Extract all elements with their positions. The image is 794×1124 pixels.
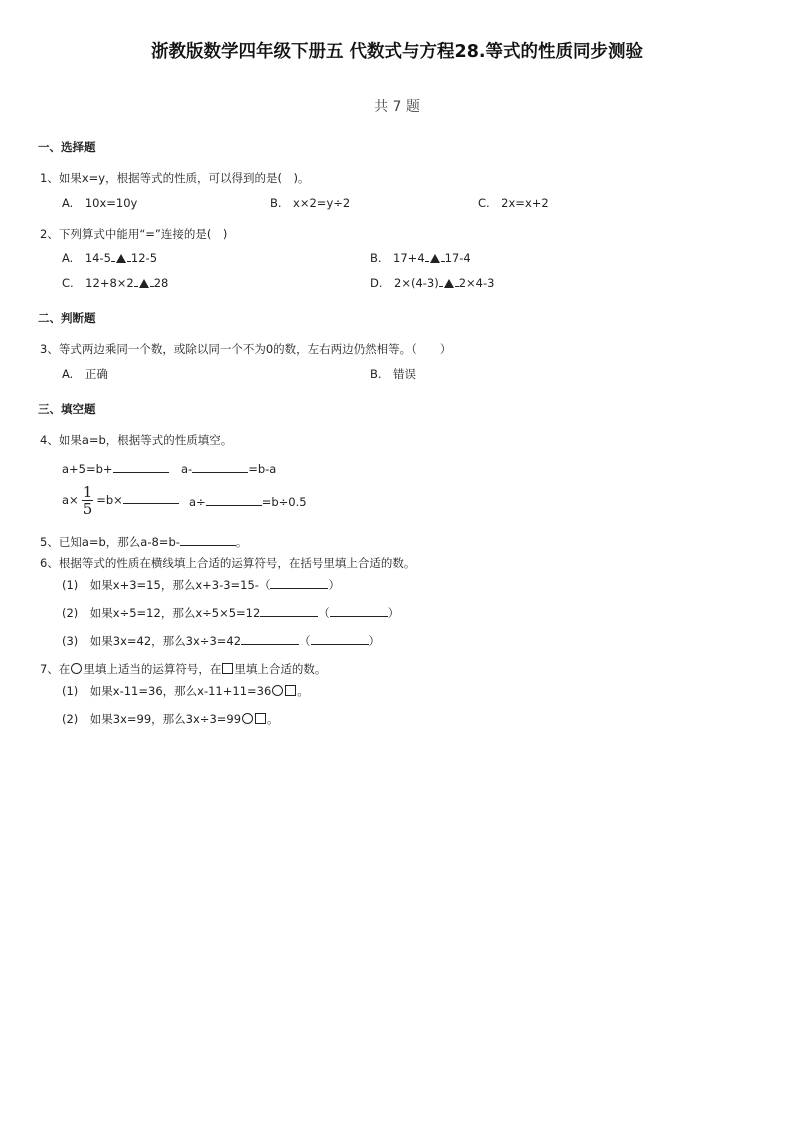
expr-a-divide: a÷ xyxy=(189,495,206,509)
question-6-part-1 xyxy=(62,577,340,593)
q7-middle: 里填上适当的运算符号，在 xyxy=(83,662,222,676)
question-4-line-2-left xyxy=(62,485,179,516)
fraction-denominator: 5 xyxy=(82,500,93,518)
answer-blank[interactable] xyxy=(192,461,248,473)
expr-b-divide-half: =b÷0.5 xyxy=(261,495,307,509)
answer-blank[interactable] xyxy=(330,605,388,617)
part-3-text: (3) 如果3x=42，那么3x÷3=42 xyxy=(62,634,242,648)
answer-blank[interactable] xyxy=(206,494,262,506)
option-a-left: A. 14-5 xyxy=(62,251,111,265)
close-paren: ） xyxy=(387,606,400,620)
question-7-text xyxy=(40,661,326,677)
section-heading-judgement: 二、判断题 xyxy=(38,311,96,325)
square-answer-box[interactable] xyxy=(255,713,266,724)
q7-suffix: 里填上合适的数。 xyxy=(234,662,327,676)
triangle-icon xyxy=(139,279,149,288)
expr-a-minus: a- xyxy=(181,462,193,476)
question-3-option-b[interactable]: B. 错误 xyxy=(370,367,417,381)
page-title: 浙教版数学四年级下册五 代数式与方程28.等式的性质同步测验 xyxy=(150,42,644,62)
close-paren: ） xyxy=(368,634,381,648)
operator-blank[interactable] xyxy=(241,633,299,645)
square-icon xyxy=(222,663,233,674)
circle-icon xyxy=(71,663,82,674)
question-2-option-d[interactable] xyxy=(370,275,494,291)
question-4-line-2-right xyxy=(189,494,307,509)
question-2-text: 2、下列算式中能用“=”连接的是( ) xyxy=(40,227,228,241)
open-paren: （ xyxy=(299,634,311,648)
section-heading-choice: 一、选择题 xyxy=(38,140,96,154)
question-5-end: 。 xyxy=(235,535,248,549)
question-1-text: 1、如果x=y，根据等式的性质，可以得到的是( )。 xyxy=(40,171,310,185)
option-a-right: 12-5 xyxy=(130,251,158,265)
answer-blank[interactable] xyxy=(180,534,236,546)
question-5-text: 5、已知a=b，那么a-8=b- xyxy=(40,535,180,549)
section-heading-fill-blank: 三、填空题 xyxy=(38,402,96,416)
expr-a-times: a× xyxy=(62,493,79,507)
option-c-left: C. 12+8×2 xyxy=(62,276,134,290)
question-4-line-1-right xyxy=(181,461,276,476)
square-answer-box[interactable] xyxy=(285,685,296,696)
answer-blank[interactable] xyxy=(270,577,328,589)
triangle-icon xyxy=(444,279,454,288)
question-count: 共 7 题 xyxy=(374,99,420,115)
answer-blank[interactable] xyxy=(113,461,169,473)
expr-a-plus-5: a+5=b+ xyxy=(62,462,113,476)
fraction-numerator: 1 xyxy=(82,483,93,501)
option-b-left: B. 17+4 xyxy=(370,251,425,265)
circle-answer-box[interactable] xyxy=(242,713,253,724)
part-1-text: (1) 如果x+3=15，那么x+3-3=15-（ xyxy=(62,578,271,592)
question-3-text: 3、等式两边乘同一个数，或除以同一个不为0的数，左右两边仍然相等。（ ） xyxy=(40,342,452,356)
open-paren: （ xyxy=(318,606,330,620)
question-1-option-c[interactable]: C. 2x=x+2 xyxy=(478,196,549,210)
q7-prefix: 7、在 xyxy=(40,662,71,676)
question-4-text: 4、如果a=b，根据等式的性质填空。 xyxy=(40,433,233,447)
question-2-option-c[interactable] xyxy=(62,275,168,291)
option-b-right: 17-4 xyxy=(444,251,471,265)
triangle-icon xyxy=(116,254,126,263)
operator-blank[interactable] xyxy=(260,605,318,617)
part-2-text: (2) 如果3x=99，那么3x÷3=99 xyxy=(62,712,242,726)
answer-blank[interactable] xyxy=(123,492,179,504)
option-d-right: 2×4-3 xyxy=(458,276,495,290)
question-1-option-a[interactable]: A. 10x=10y xyxy=(62,196,138,210)
part-2-text: (2) 如果x÷5=12，那么x÷5×5=12 xyxy=(62,606,261,620)
fraction-one-fifth xyxy=(82,485,94,516)
option-c-right: 28 xyxy=(153,276,169,290)
question-2-option-a[interactable] xyxy=(62,250,157,266)
circle-answer-box[interactable] xyxy=(272,685,283,696)
expr-b-times: =b× xyxy=(96,493,123,507)
question-6-text: 6、根据等式的性质在横线填上合适的运算符号，在括号里填上合适的数。 xyxy=(40,556,416,570)
question-7-part-1 xyxy=(62,683,309,699)
period: 。 xyxy=(267,712,279,726)
question-1-option-b[interactable]: B. x×2=y÷2 xyxy=(270,196,351,210)
period: 。 xyxy=(297,684,309,698)
option-d-left: D. 2×(4-3) xyxy=(370,276,439,290)
expr-b-minus-a: =b-a xyxy=(248,462,277,476)
question-7-part-2 xyxy=(62,711,279,727)
answer-blank[interactable] xyxy=(311,633,369,645)
close-paren: ） xyxy=(328,578,340,592)
question-3-option-a[interactable]: A. 正确 xyxy=(62,367,108,381)
triangle-icon xyxy=(430,254,440,263)
part-1-text: (1) 如果x-11=36，那么x-11+11=36 xyxy=(62,684,272,698)
question-6-part-2 xyxy=(62,605,399,621)
question-4-line-1-left xyxy=(62,461,169,476)
question-2-option-b[interactable] xyxy=(370,250,471,266)
question-6-part-3 xyxy=(62,633,380,649)
question-5 xyxy=(40,534,247,550)
